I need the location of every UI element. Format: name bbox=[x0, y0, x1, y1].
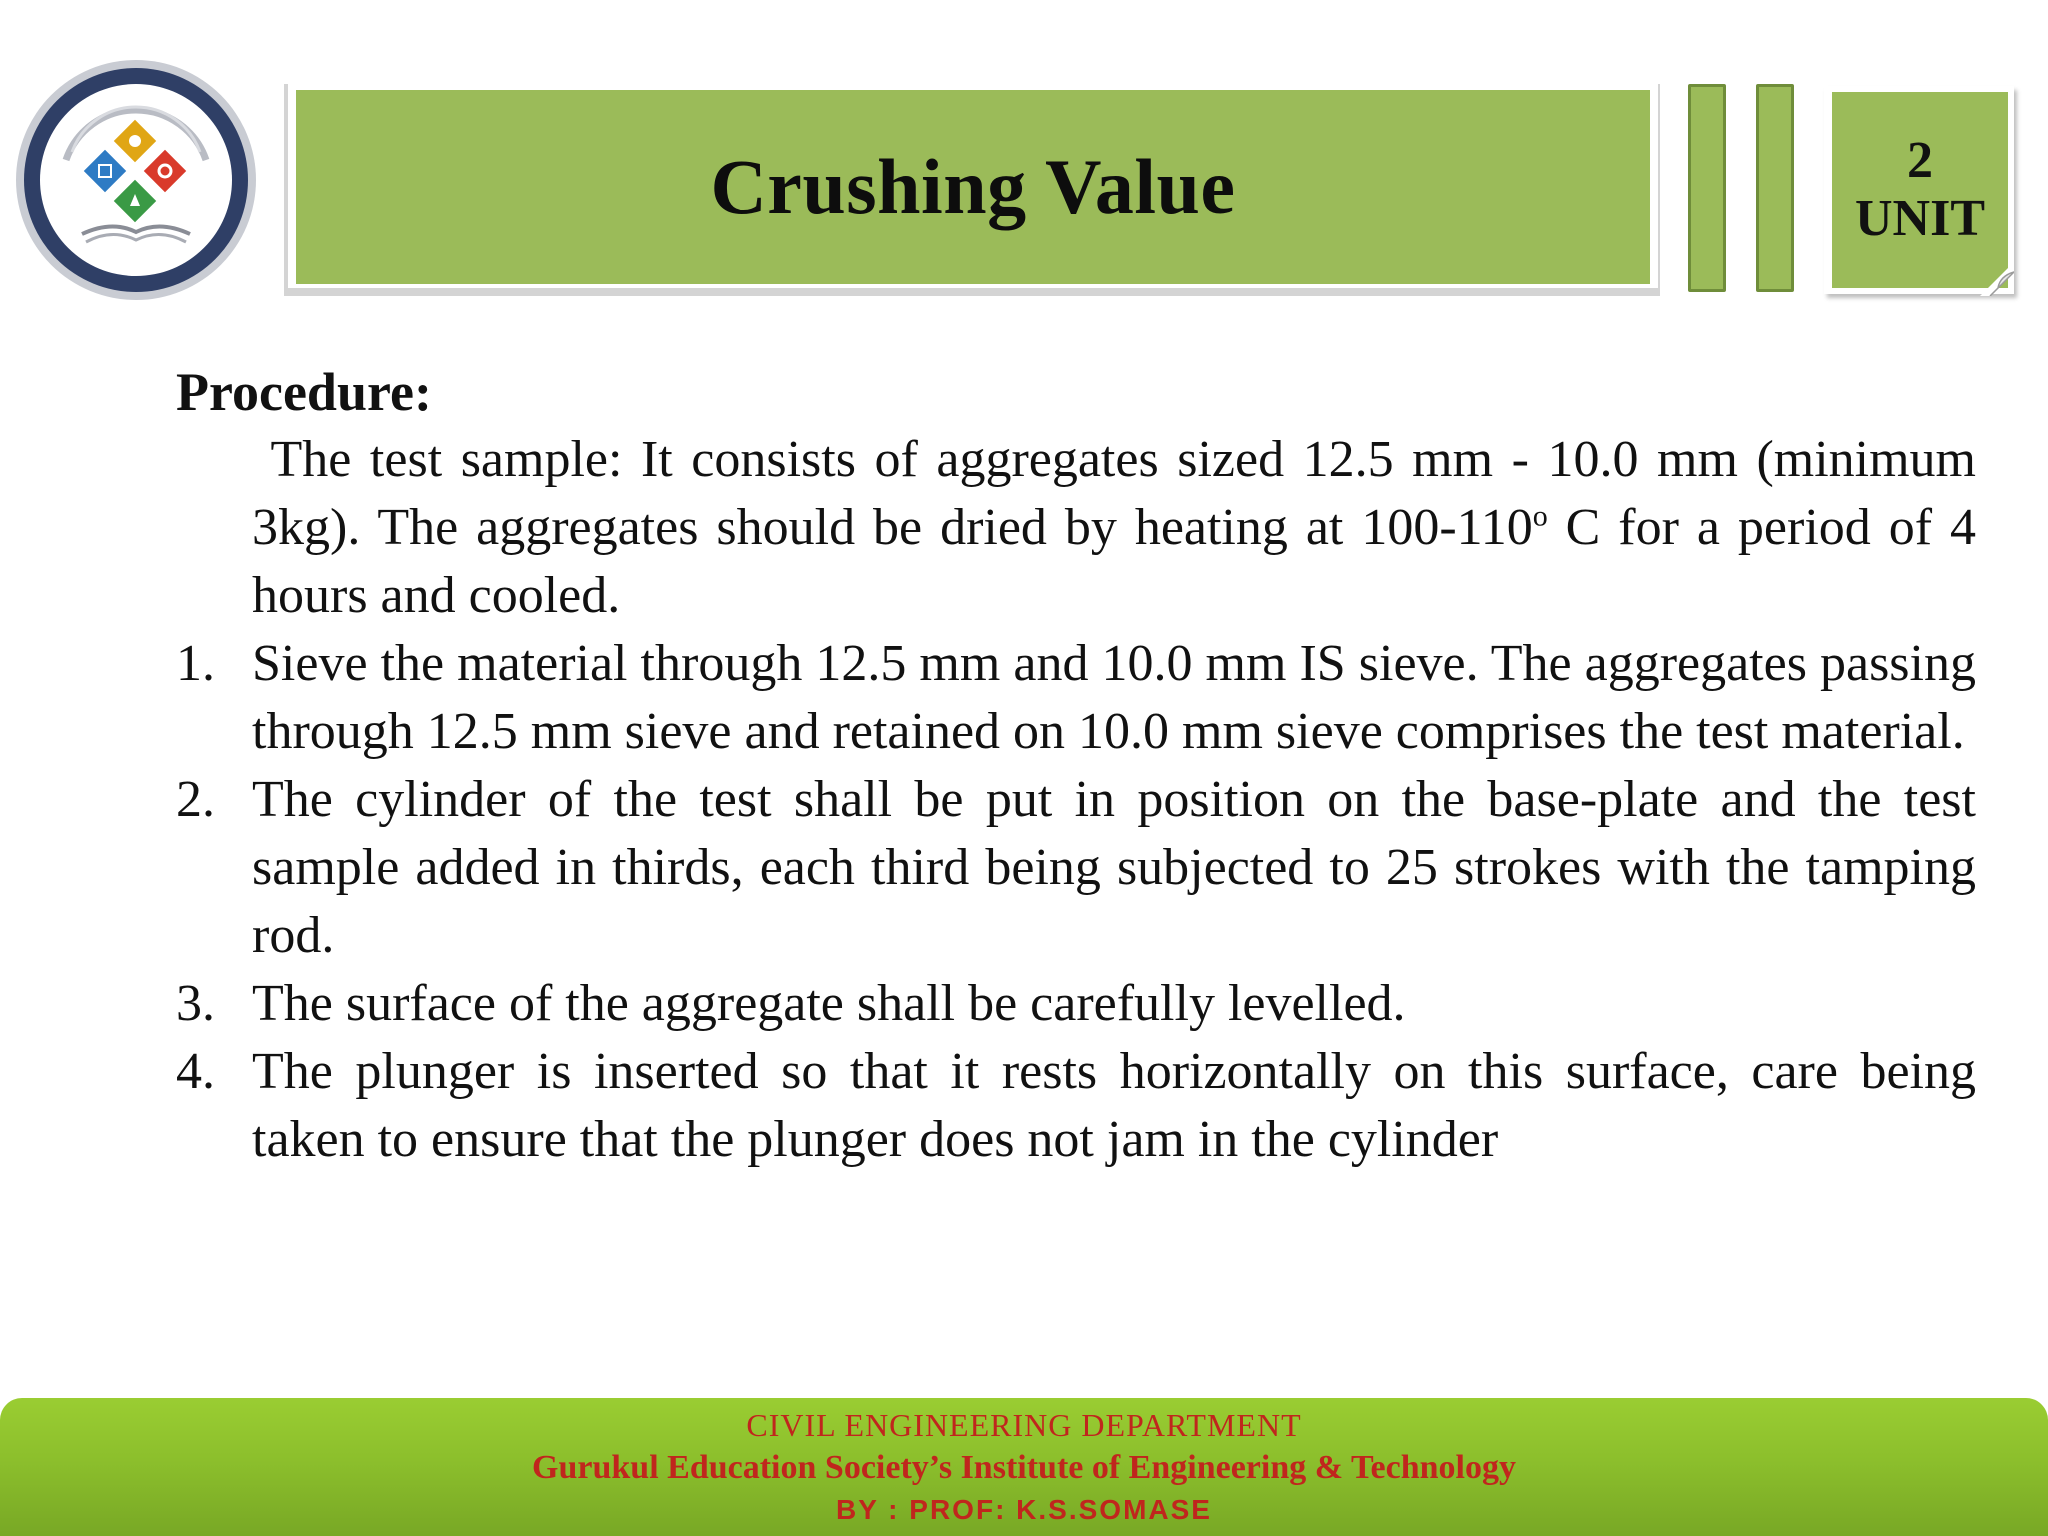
unit-label: UNIT bbox=[1854, 190, 1986, 247]
title-banner bbox=[296, 90, 1650, 284]
intro-text-tail: C for a period of 4 hours and cooled. bbox=[252, 499, 1977, 624]
decorative-bar-1 bbox=[1688, 84, 1726, 292]
step-number: 1. bbox=[176, 635, 215, 692]
intro-text: The test sample: It consists of aggregates sized 12.5 mm - 10.0 mm (minimum 3kg). The aggregates should be dried by heating at 100-110 bbox=[252, 431, 1976, 556]
list-item bbox=[176, 766, 1976, 970]
unit-box bbox=[1832, 92, 2008, 288]
list-item bbox=[176, 1038, 1976, 1174]
list-item bbox=[176, 970, 1976, 1038]
institute-name: Gurukul Education Society’s Institute of Engineering & Technology bbox=[532, 1449, 1516, 1486]
page-curl-icon bbox=[1980, 262, 2014, 296]
procedure-heading: Procedure: bbox=[176, 362, 432, 422]
step-text: The cylinder of the test shall be put in position on the base-plate and the test sample added in thirds, each third being subjected to 25 strokes with the tamping rod. bbox=[252, 771, 1976, 964]
intro-paragraph bbox=[252, 426, 1976, 630]
unit-number: 2 bbox=[1907, 132, 1933, 189]
degree-superscript: o bbox=[1532, 499, 1548, 533]
step-number: 2. bbox=[176, 771, 215, 828]
step-text: The surface of the aggregate shall be carefully levelled. bbox=[252, 975, 1406, 1032]
list-item bbox=[176, 630, 1976, 766]
slide-title: Crushing Value bbox=[710, 143, 1236, 230]
department-name: CIVIL ENGINEERING DEPARTMENT bbox=[746, 1407, 1302, 1443]
slide-footer bbox=[0, 1398, 2048, 1536]
step-text: Sieve the material through 12.5 mm and 10.0 mm IS sieve. The aggregates passing through 12.5 mm sieve and retained on 10.0 mm sieve comprises the test material. bbox=[252, 635, 1976, 760]
institute-logo bbox=[12, 56, 260, 304]
decorative-bar-2 bbox=[1756, 84, 1794, 292]
step-number: 4. bbox=[176, 1043, 215, 1100]
step-text: The plunger is inserted so that it rests horizontally on this surface, care being taken to ensure that the plunger does not jam in the cylinder bbox=[252, 1043, 1976, 1168]
slide-content bbox=[176, 358, 1976, 1174]
step-number: 3. bbox=[176, 975, 215, 1032]
procedure-steps bbox=[176, 630, 1976, 1174]
author-credit: BY : PROF: K.S.SOMASE bbox=[836, 1494, 1212, 1525]
